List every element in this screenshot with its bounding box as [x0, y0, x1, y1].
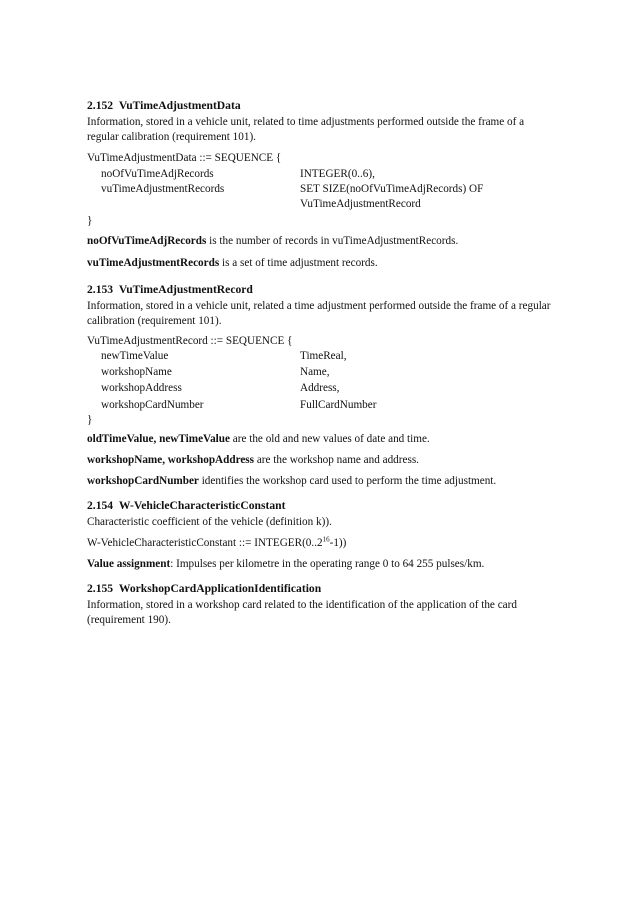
value-term: Value assignment — [87, 558, 171, 570]
definition-text-end: -1)) — [329, 537, 347, 549]
field-type: SET SIZE(noOfVuTimeAdjRecords) OF — [300, 183, 484, 195]
field-name: workshopAddress — [101, 382, 182, 394]
section-2-152-description: Information, stored in a vehicle unit, related to time adjustments performed outside the frame of a regular calibration (requirement 101). — [87, 116, 525, 143]
section-number: 2.154 — [87, 499, 114, 512]
section-title: VuTimeAdjustmentRecord — [118, 283, 253, 296]
note-term: vuTimeAdjustmentRecords — [87, 257, 220, 269]
section-2-152-heading — [87, 99, 241, 113]
field-name: noOfVuTimeAdjRecords — [101, 168, 214, 180]
note-text: is the number of records in vuTimeAdjustmentRecords. — [206, 235, 459, 247]
section-number: 2.155 — [87, 582, 114, 595]
field-type: FullCardNumber — [300, 399, 377, 411]
field-note — [87, 453, 419, 467]
section-2-154-heading — [87, 499, 285, 513]
note-term: workshopName, workshopAddress — [87, 454, 255, 466]
section-number: 2.152 — [87, 99, 114, 112]
value-assignment — [87, 557, 484, 571]
field-type: Name, — [300, 366, 330, 378]
section-2-154-description: Characteristic coefficient of the vehicle (definition k)). — [87, 516, 332, 528]
note-term: noOfVuTimeAdjRecords — [87, 235, 207, 247]
field-name: workshopCardNumber — [101, 399, 204, 411]
section-2-155-description: Information, stored in a workshop card related to the identification of the application of the card (requirement 190). — [87, 599, 517, 626]
exponent: 16 — [322, 535, 330, 544]
field-type-continued: VuTimeAdjustmentRecord — [300, 198, 421, 210]
definition-text: W-VehicleCharacteristicConstant ::= INTEGER(0..2 — [87, 537, 323, 549]
field-name: workshopName — [101, 366, 172, 378]
section-title: WorkshopCardApplicationIdentification — [118, 582, 322, 595]
field-type: Address, — [300, 382, 340, 394]
value-text: : Impulses per kilometre in the operating range 0 to 64 255 pulses/km. — [170, 558, 485, 570]
note-text: is a set of time adjustment records. — [219, 257, 378, 269]
field-name: newTimeValue — [101, 350, 169, 362]
definition-open: VuTimeAdjustmentRecord ::= SEQUENCE { — [87, 335, 293, 347]
type-definition — [87, 536, 346, 550]
section-title: W-VehicleCharacteristicConstant — [118, 499, 286, 512]
section-2-153-description: Information, stored in a vehicle unit, related a time adjustment performed outside the frame of a regular calibration (requirement 101). — [87, 300, 551, 327]
section-2-153-heading — [87, 283, 253, 297]
section-title: VuTimeAdjustmentData — [118, 99, 241, 112]
field-note — [87, 234, 458, 248]
field-note — [87, 474, 496, 488]
note-text: identifies the workshop card used to perform the time adjustment. — [198, 475, 497, 487]
field-note — [87, 256, 378, 270]
definition-open: VuTimeAdjustmentData ::= SEQUENCE { — [87, 152, 282, 164]
note-text: are the workshop name and address. — [254, 454, 419, 466]
section-number: 2.153 — [87, 283, 114, 296]
definition-close: } — [87, 414, 93, 426]
field-note — [87, 432, 430, 446]
note-term: oldTimeValue, newTimeValue — [87, 433, 230, 445]
note-text: are the old and new values of date and time. — [229, 433, 430, 445]
field-type: INTEGER(0..6), — [300, 168, 375, 180]
definition-close: } — [87, 215, 93, 227]
field-type: TimeReal, — [300, 350, 347, 362]
note-term: workshopCardNumber — [87, 475, 199, 487]
section-2-155-heading — [87, 582, 321, 596]
field-name: vuTimeAdjustmentRecords — [101, 183, 225, 195]
